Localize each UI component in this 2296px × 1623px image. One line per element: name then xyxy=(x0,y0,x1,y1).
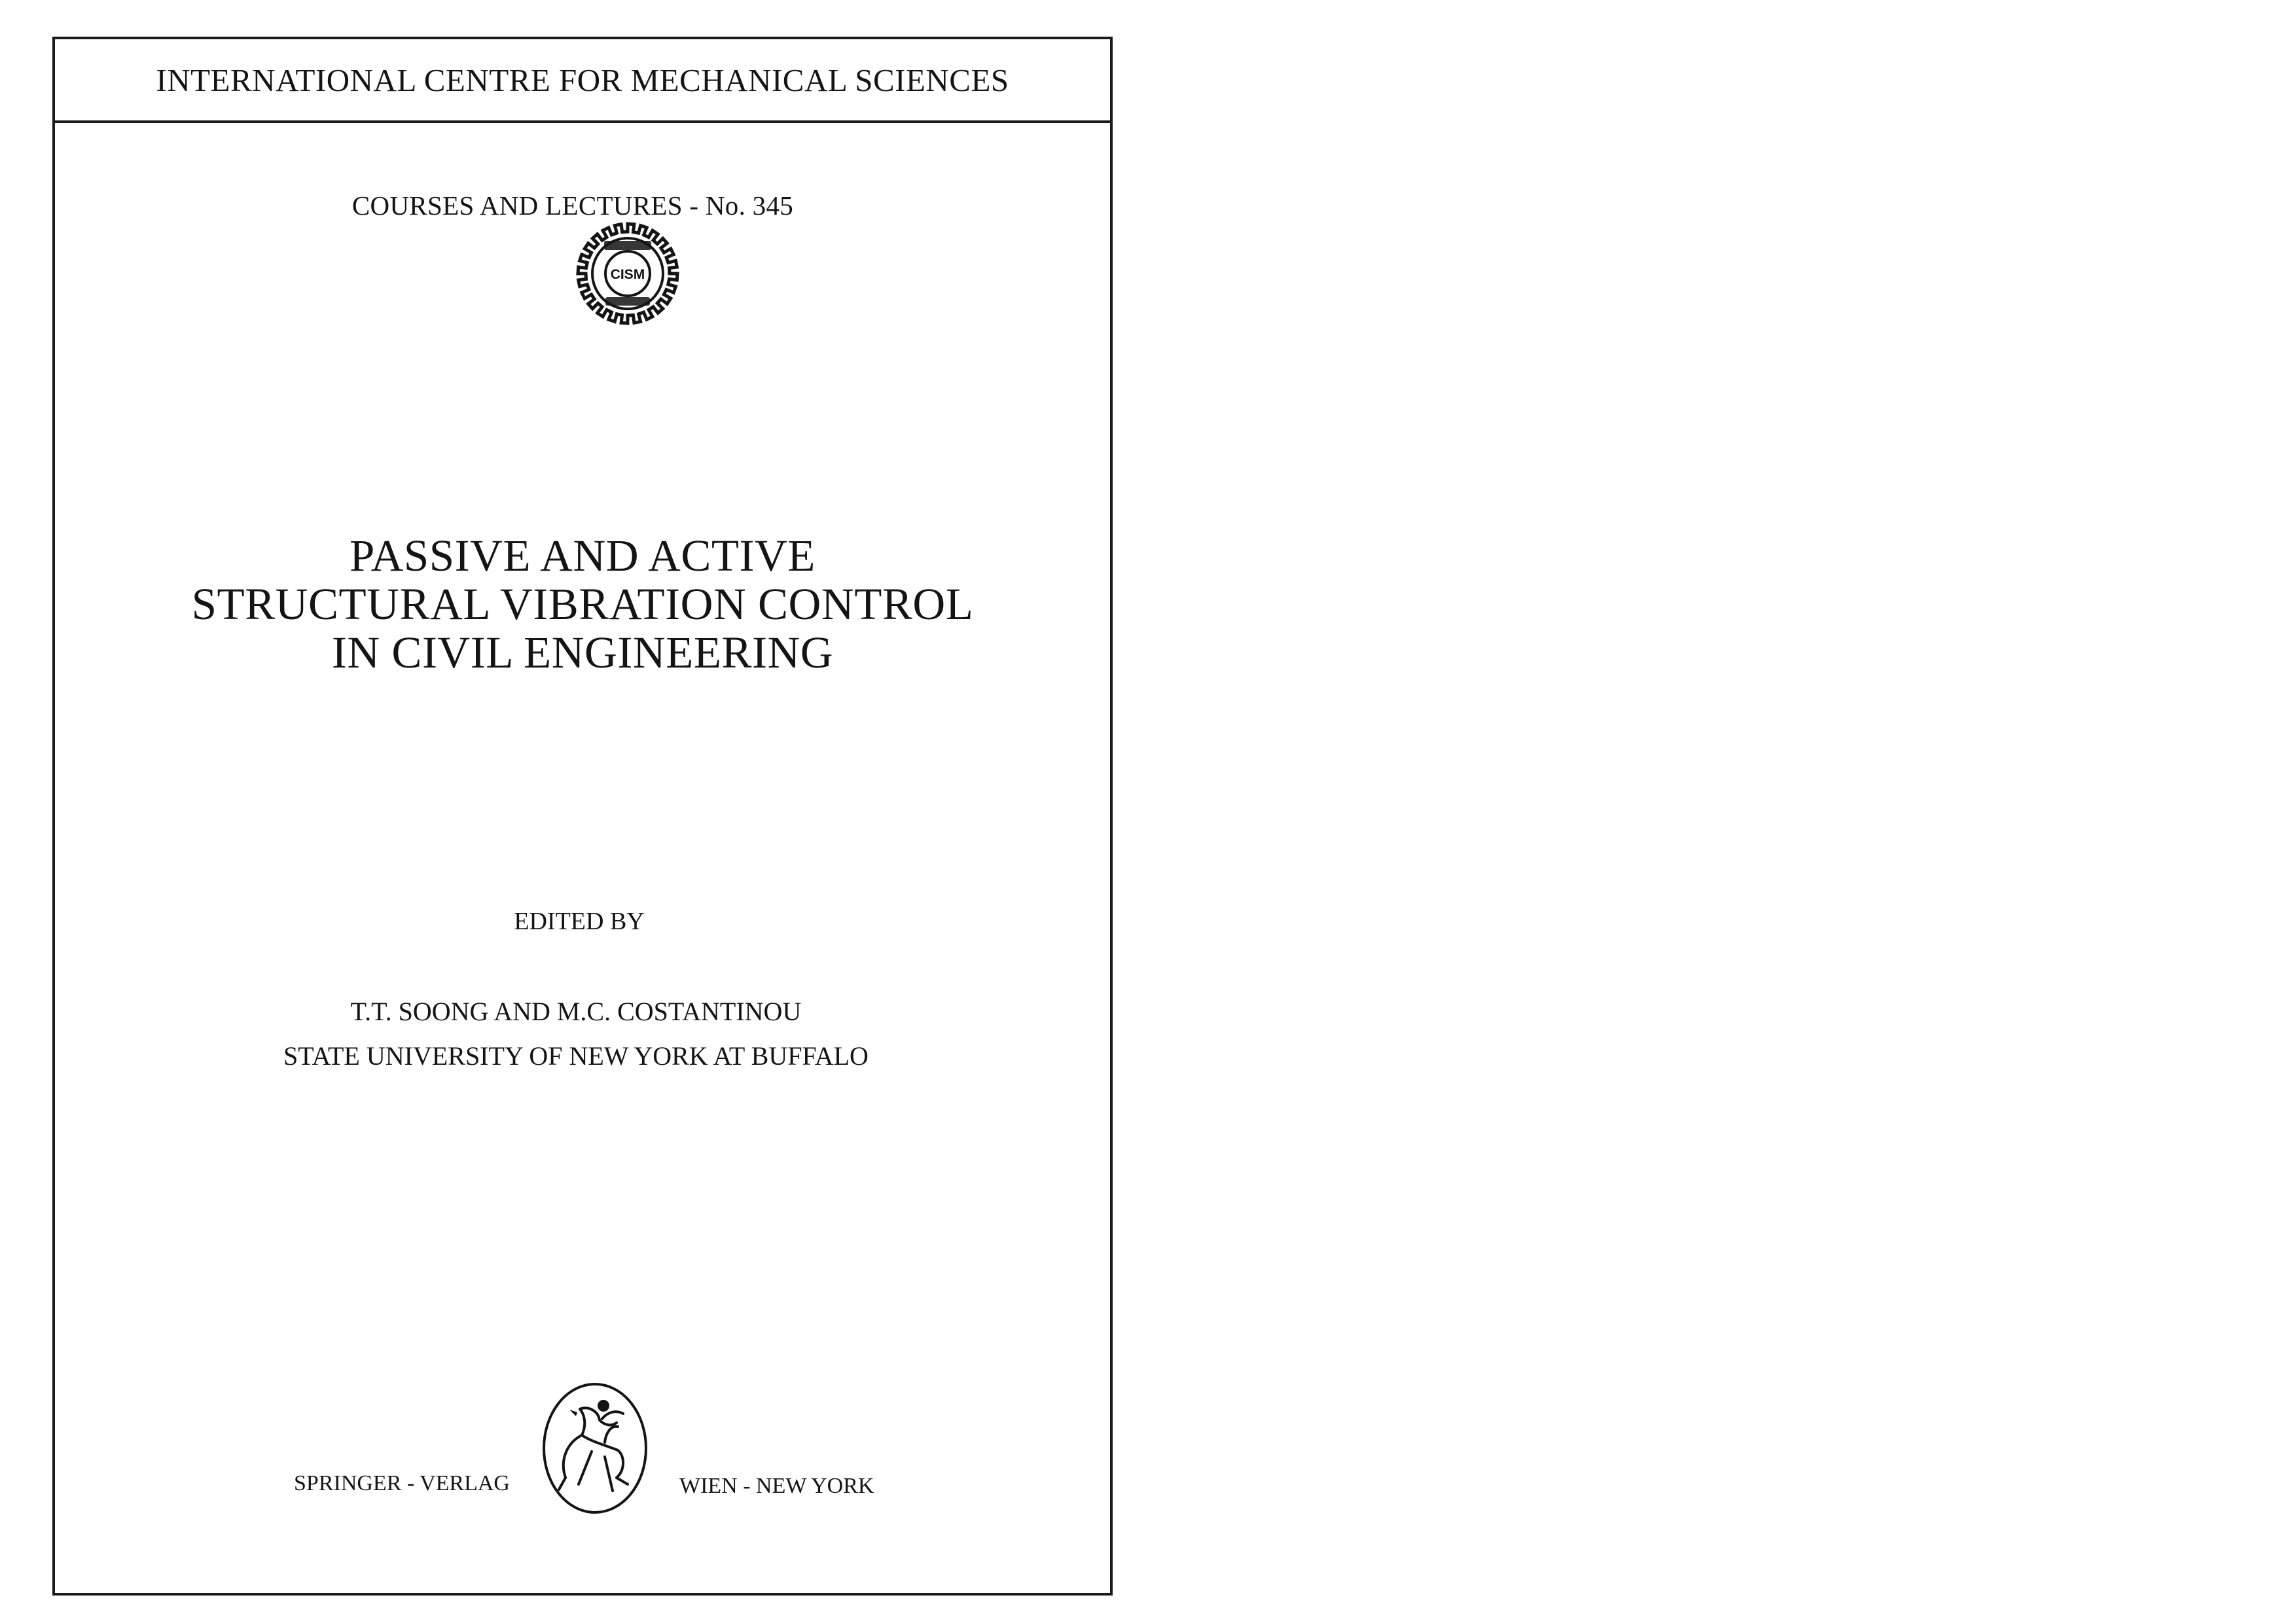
institution-name: INTERNATIONAL CENTRE FOR MECHANICAL SCIENCES xyxy=(156,62,1009,98)
cism-gear-icon xyxy=(575,221,680,326)
edited-by-text: EDITED BY xyxy=(514,908,645,935)
publisher-name: SPRINGER - VERLAG xyxy=(294,1471,510,1495)
series-text: COURSES AND LECTURES - No. 345 xyxy=(351,190,794,221)
edited-by-label xyxy=(55,907,1110,936)
editors-affiliation: STATE UNIVERSITY OF NEW YORK AT BUFFALO xyxy=(283,1041,869,1071)
publisher-place: WIEN - NEW YORK xyxy=(679,1474,874,1498)
title-line-1: PASSIVE AND ACTIVE xyxy=(350,531,816,580)
series-line xyxy=(55,190,1110,221)
header-band xyxy=(55,39,1110,123)
title-line-3: IN CIVIL ENGINEERING xyxy=(331,628,834,677)
title-line-2: STRUCTURAL VIBRATION CONTROL xyxy=(191,579,974,629)
springer-horse-icon xyxy=(539,1380,651,1517)
cism-logo-text: CISM xyxy=(610,267,645,282)
book-title xyxy=(55,531,1110,677)
title-page xyxy=(52,37,1113,1596)
editors-block xyxy=(55,990,1110,1079)
editors-names: T.T. SOONG AND M.C. COSTANTINOU xyxy=(350,997,802,1026)
